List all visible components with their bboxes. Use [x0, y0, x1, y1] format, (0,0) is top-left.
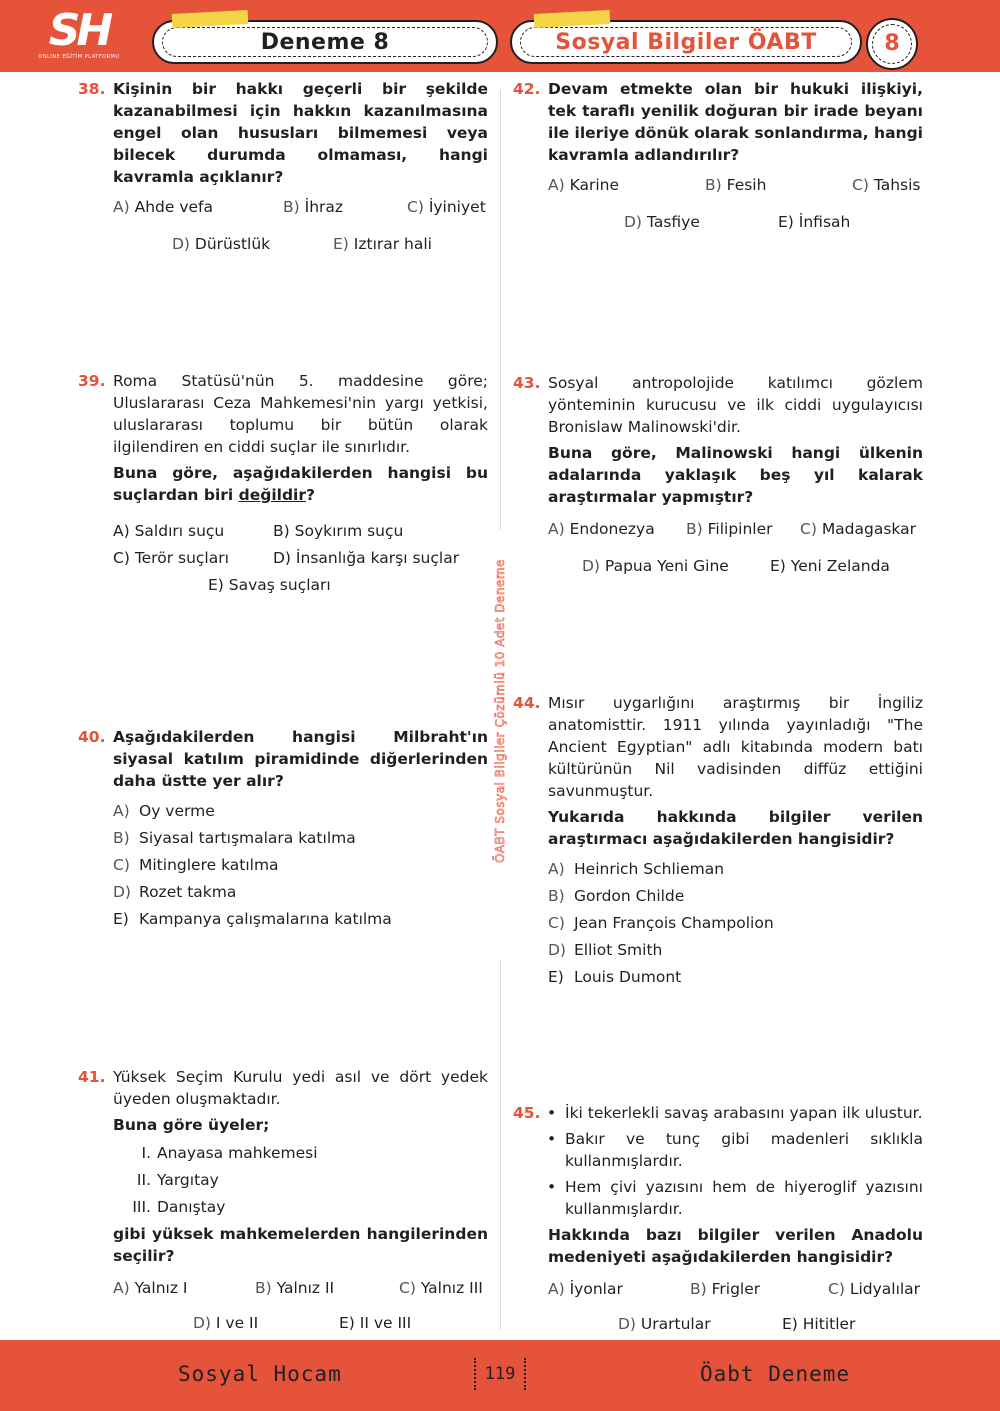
options — [113, 516, 488, 598]
options — [113, 1275, 488, 1312]
question-text: Devam etmekte olan bir hukuki ilişkiyi, tek taraflı yenilik doğuran bir irade beyanı ile ileriye dönük olarak sonlandırma, hangi kavramla adlandırılır? — [548, 80, 923, 164]
option-b[interactable]: B) Gordon Childe — [548, 887, 685, 905]
bullet-list — [533, 1102, 923, 1220]
option-a[interactable]: A) Karine — [548, 176, 620, 194]
question-number: 41. — [78, 1068, 106, 1086]
option-b[interactable]: B) Fesih — [705, 176, 767, 194]
question-prompt: Buna göre üyeler; — [113, 1116, 270, 1134]
option-c[interactable]: C) İyiniyet — [407, 198, 486, 216]
option-b[interactable]: B) Yalnız II — [255, 1279, 335, 1297]
options — [548, 174, 923, 211]
option-e[interactable]: E) Kampanya çalışmalarına katılma — [113, 910, 392, 928]
watermark-text: ÖABT Sosyal Bilgiler Çözümlü 10 Adet Deneme — [493, 559, 507, 863]
question-prompt: Buna göre, Malinowski hangi ülkenin adalarında yaklaşık beş yıl kalarak araştırmalar yapmıştır? — [548, 444, 923, 506]
options — [548, 516, 923, 553]
option-e[interactable]: E) Louis Dumont — [548, 968, 682, 986]
footer-title: Öabt Deneme — [700, 1362, 851, 1386]
question-prompt: gibi yüksek mahkemelerden hangilerinden seçilir? — [113, 1225, 488, 1265]
question-text: Roma Statüsü'nün 5. maddesine göre; Uluslararası Ceza Mahkemesi'nin yargı yetkisi, uluslararası toplumu bir bütün olarak ilgilendiren en ciddi suçlar ile sınırlıdır. — [113, 372, 488, 456]
option-b[interactable]: B) Frigler — [690, 1280, 761, 1298]
options — [113, 196, 488, 233]
question-number: 38. — [78, 80, 106, 98]
option-d[interactable]: D) İnsanlığa karşı suçlar — [273, 549, 460, 567]
options — [548, 553, 923, 590]
column-divider — [500, 960, 501, 1330]
list-item: III. Danıştay — [132, 1198, 226, 1216]
question-text: Kişinin bir hakkı geçerli bir şekilde kazanabilmesi için hakkın kazanılmasına engel olan hususları bilmemesi veya bilecek durumda olmaması, hangi kavramla açıklanır? — [113, 80, 488, 186]
question-number: 42. — [513, 80, 541, 98]
question-text: Aşağıdakilerden hangisi Milbraht'ın siyasal katılım piramidinde diğerlerinden daha üstte yer alır? — [113, 728, 488, 790]
option-a[interactable]: A) Oy verme — [113, 802, 215, 820]
options — [548, 858, 923, 993]
option-b[interactable]: B) Soykırım suçu — [273, 522, 404, 540]
option-e[interactable]: E) İnfisah — [778, 213, 851, 231]
question-41 — [78, 1066, 488, 1349]
option-b[interactable]: B) Filipinler — [686, 520, 773, 538]
exam-number: 8 — [884, 31, 900, 56]
options — [548, 211, 923, 248]
option-b[interactable]: B) İhraz — [283, 198, 344, 216]
question-39 — [78, 370, 488, 598]
option-b[interactable]: B) Siyasal tartışmalara katılma — [113, 829, 356, 847]
question-prompt: Buna göre, aşağıdakilerden hangisi bu suçlardan biri değildir? — [113, 464, 488, 504]
question-number: 40. — [78, 728, 106, 746]
option-d[interactable]: D) I ve II — [193, 1314, 259, 1332]
option-a[interactable]: A) Heinrich Schlieman — [548, 860, 725, 878]
brand-logo — [34, 5, 124, 64]
option-c[interactable]: C) Yalnız III — [399, 1279, 483, 1297]
option-c[interactable]: C) Madagaskar — [800, 520, 917, 538]
option-c[interactable]: C) Lidyalılar — [828, 1280, 921, 1298]
option-e[interactable]: E) II ve III — [339, 1314, 412, 1332]
option-d[interactable]: D) Tasfiye — [624, 213, 700, 231]
option-a[interactable]: A) Yalnız I — [113, 1279, 188, 1297]
option-e[interactable]: E) Hititler — [782, 1315, 856, 1333]
option-c[interactable]: C) Jean François Champolion — [548, 914, 774, 932]
question-number: 44. — [513, 694, 541, 712]
option-a[interactable]: A) Endonezya — [548, 520, 655, 538]
roman-list — [121, 1142, 488, 1223]
column-divider — [500, 90, 501, 530]
option-d[interactable]: D) Rozet takma — [113, 883, 237, 901]
list-item: • Bakır ve tunç gibi madenleri sıklıkla kullanmışlardır. — [547, 1130, 923, 1170]
question-text: Sosyal antropolojide katılımcı gözlem yönteminin kurucusu ve ilk ciddi uygulayıcısı Bronislaw Malinowski'dir. — [548, 374, 923, 436]
list-item: • Hem çivi yazısını hem de hiyeroglif yazısını kullanmışlardır. — [547, 1178, 923, 1218]
question-text: Yüksek Seçim Kurulu yedi asıl ve dört yedek üyeden oluşmaktadır. — [113, 1068, 488, 1108]
question-number: 43. — [513, 374, 541, 392]
options — [113, 800, 488, 935]
option-c[interactable]: C) Tahsis — [852, 176, 921, 194]
subject-title: Sosyal Bilgiler ÖABT — [555, 30, 817, 55]
question-38 — [78, 78, 488, 270]
list-item: • İki tekerlekli savaş arabasını yapan ilk ulustur. — [547, 1104, 923, 1122]
option-c[interactable]: C) Mitinglere katılma — [113, 856, 279, 874]
options — [548, 1276, 923, 1313]
question-text: Mısır uygarlığını araştırmış bir İngiliz anatomisttir. 1911 yılında yayınladığı "The Ancient Egyptian" adlı kitabında modern batı kültürünün Nil vadisinden diffüz ettiğini savunmuştur. — [548, 694, 923, 800]
list-item: II. Yargıtay — [136, 1171, 219, 1189]
page-footer — [0, 1340, 1000, 1411]
option-a[interactable]: A) Ahde vefa — [113, 198, 213, 216]
question-40 — [78, 726, 488, 935]
question-number: 39. — [78, 372, 106, 390]
options — [113, 233, 488, 270]
option-d[interactable]: D) Elliot Smith — [548, 941, 663, 959]
option-d[interactable]: D) Urartular — [618, 1315, 711, 1333]
page-number: 119 — [470, 1364, 530, 1384]
subject-title-label — [510, 20, 862, 64]
exam-title: Deneme 8 — [260, 30, 390, 55]
footer-brand: Sosyal Hocam — [178, 1362, 342, 1386]
question-prompt: Hakkında bazı bilgiler verilen Anadolu medeniyeti aşağıdakilerden hangisidir? — [548, 1226, 923, 1266]
option-a[interactable]: A) Saldırı suçu — [113, 522, 225, 540]
question-45 — [513, 1102, 923, 1350]
logo-subtitle: ONLINE EĞİTİM PLATFORMU — [38, 54, 120, 60]
option-e[interactable]: E) Iztırar hali — [333, 235, 432, 253]
option-c[interactable]: C) Terör suçları — [113, 549, 229, 567]
page-header — [0, 0, 1000, 72]
question-44 — [513, 692, 923, 993]
question-42 — [513, 78, 923, 248]
option-a[interactable]: A) İyonlar — [548, 1280, 623, 1298]
logo-text: SH — [48, 5, 110, 56]
question-prompt: Yukarıda hakkında bilgiler verilen araştırmacı aşağıdakilerden hangisidir? — [548, 808, 923, 848]
option-d[interactable]: D) Dürüstlük — [172, 235, 271, 253]
option-d[interactable]: D) Papua Yeni Gine — [582, 557, 729, 575]
exam-title-label — [152, 20, 498, 64]
option-e[interactable]: E) Savaş suçları — [208, 576, 331, 594]
question-43 — [513, 372, 923, 590]
option-e[interactable]: E) Yeni Zelanda — [770, 557, 890, 575]
exam-number-badge — [866, 18, 918, 70]
list-item: I. Anayasa mahkemesi — [141, 1144, 318, 1162]
question-number: 45. — [513, 1104, 541, 1122]
